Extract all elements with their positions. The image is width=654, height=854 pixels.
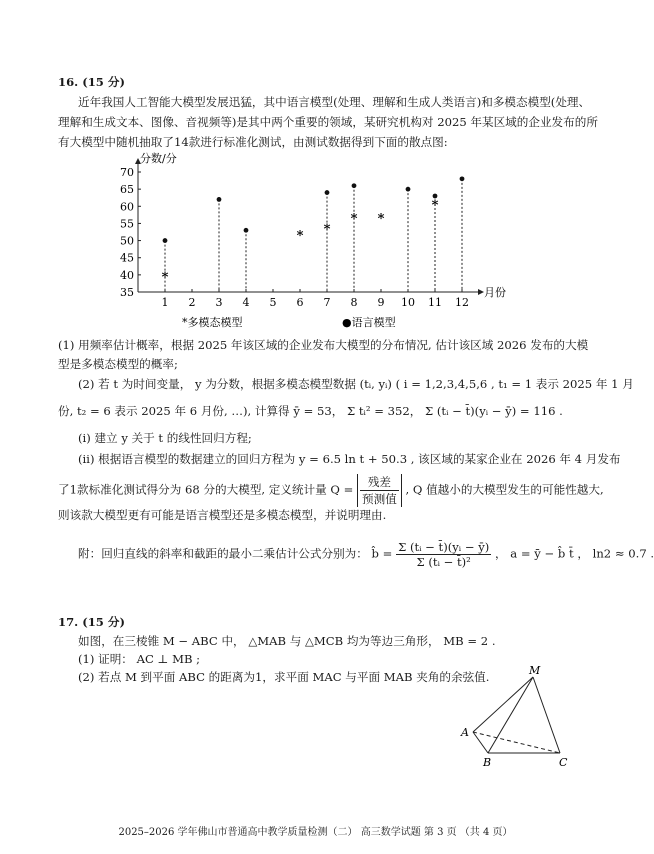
- x-tick-label: 5: [269, 296, 277, 309]
- x-tick-label: 11: [428, 296, 442, 309]
- language-point: [352, 183, 357, 188]
- q17-part2: (2) 若点 M 到平面 ABC 的距离为1，求平面 MAC 与平面 MAB 夹角的余弦值.: [78, 670, 490, 684]
- q16-attachment: [78, 540, 654, 569]
- q16-part1-line2: 型是多模态模型的概率;: [58, 357, 178, 371]
- y-tick-label: 35: [120, 286, 134, 299]
- x-tick-label: 4: [242, 296, 250, 309]
- multimodal-point: *: [161, 269, 169, 285]
- language-point: [406, 187, 411, 192]
- tetrahedron-figure: [455, 662, 585, 772]
- q16-part2-line1: (2) 若 t 为时间变量， y 为分数，根据多模态模型数据 (tᵢ, yᵢ) ( i = 1,2,3,4,5,6 , t₁ = 1 表示 2025 年 1 月: [78, 377, 634, 391]
- language-point: [217, 197, 222, 202]
- q16-part2-line2: 份, t₂ = 6 表示 2025 年 6 月份, …), 计算得 ȳ = 53， Σ tᵢ² = 352， Σ (tᵢ − t̄)(yᵢ − ȳ) = 116 .: [58, 404, 563, 418]
- legend-multimodal: *多模态模型: [182, 316, 243, 329]
- vertex-b-label: B: [483, 756, 492, 769]
- y-tick-label: 40: [120, 268, 134, 282]
- q16-part2-ii-line2: [58, 474, 604, 507]
- q16-intro-line2: 理解和生成文本、图像、音视频等)是其中两个重要的领域，某研究机构对 2025 年某区域的企业发布的所: [58, 115, 598, 129]
- q17-part1: (1) 证明： AC ⊥ MB ;: [78, 652, 201, 666]
- language-point: [244, 228, 249, 233]
- q16-intro-line3: 有大模型中随机抽取了14款进行标准化测试，由测试数据得到下面的散点图:: [58, 135, 448, 149]
- language-point: [163, 238, 168, 243]
- x-tick-label: 8: [350, 296, 358, 309]
- scatter-chart: [108, 150, 528, 330]
- multimodal-point: *: [377, 211, 385, 227]
- y-tick-label: 65: [120, 183, 134, 197]
- q16-pii-text2: , Q 值越小的大模型发生的可能性越大,: [405, 482, 604, 497]
- multimodal-point: *: [431, 197, 439, 213]
- x-tick-label: 9: [377, 296, 385, 309]
- q16-part2-i: (ⅰ) 建立 y 关于 t 的线性回归方程;: [78, 431, 252, 445]
- x-tick-label: 10: [401, 296, 415, 309]
- q16-formula-denominator: Σ (tᵢ − t̄)²: [416, 555, 471, 569]
- x-tick-label: 1: [161, 296, 169, 309]
- q16-formula-fraction: [396, 540, 491, 569]
- q16-q-numerator: 残差: [360, 474, 399, 491]
- y-tick-label: 60: [120, 200, 134, 214]
- y-tick-label: 45: [120, 251, 134, 265]
- language-point: [460, 176, 465, 181]
- vertex-a-label: A: [461, 726, 469, 739]
- q16-formula-numerator: Σ (tᵢ − t̄)(yᵢ − ȳ): [398, 540, 490, 554]
- y-tick-label: 50: [120, 234, 134, 248]
- vertex-m-label: M: [529, 664, 541, 677]
- x-tick-label: 3: [215, 296, 223, 309]
- x-tick-label: 7: [323, 296, 331, 309]
- vertex-c-label: C: [559, 756, 568, 769]
- multimodal-point: *: [350, 211, 358, 227]
- q16-q-fraction: [357, 474, 402, 507]
- q17-header: 17. (15 分): [58, 615, 125, 629]
- q16-bhat: b̂ =: [371, 546, 393, 561]
- q16-header: 16. (15 分): [58, 75, 125, 89]
- multimodal-point: *: [296, 228, 304, 244]
- q16-part2-ii-line1: (ⅱ) 根据语言模型的数据建立的回归方程为 y = 6.5 ln t + 50.3 , 该区域的某家企业在 2026 年 4 月发布: [78, 452, 621, 466]
- q16-part2-ii-line3: 则该款大模型更有可能是语言模型还是多模态模型，并说明理由.: [58, 508, 387, 522]
- q16-part1-line1: (1) 用频率估计概率，根据 2025 年该区域的企业发布大模型的分布情况, 估计该区域 2026 发布的大模: [58, 338, 589, 352]
- y-tick-label: 55: [120, 217, 134, 231]
- page-footer: 2025–2026 学年佛山市普通高中教学质量检测（二） 高三数学试题 第 3 页 （共 4 页）: [118, 827, 513, 838]
- q16-intro-line1: 近年我国人工智能大模型发展迅猛，其中语言模型(处理、理解和生成人类语言)和多模态模型(处理、: [78, 95, 591, 109]
- legend-language: ●语言模型: [342, 316, 396, 329]
- x-tick-label: 6: [296, 296, 304, 309]
- y-axis-label: 分数/分: [140, 152, 177, 165]
- q16-attach-text: 附：回归直线的斜率和截距的最小二乘估计公式分别为：: [78, 546, 368, 561]
- q17-intro: 如图，在三棱锥 M − ABC 中， △MAB 与 △MCB 均为等边三角形， MB = 2 .: [78, 634, 496, 648]
- multimodal-point: *: [323, 221, 331, 237]
- q16-q-denominator: 预测值: [362, 492, 397, 506]
- y-tick-label: 70: [120, 166, 134, 179]
- x-axis-label: 月份: [484, 286, 506, 299]
- x-tick-label: 12: [455, 296, 469, 309]
- q16-pii-text1: 了1款标准化测试得分为 68 分的大模型, 定义统计量 Q =: [58, 482, 354, 497]
- x-tick-label: 2: [188, 296, 196, 309]
- language-point: [325, 190, 330, 195]
- q16-attach-tail: ， a = ȳ − b̂ t̄ ， ln2 ≈ 0.7 .: [494, 546, 654, 561]
